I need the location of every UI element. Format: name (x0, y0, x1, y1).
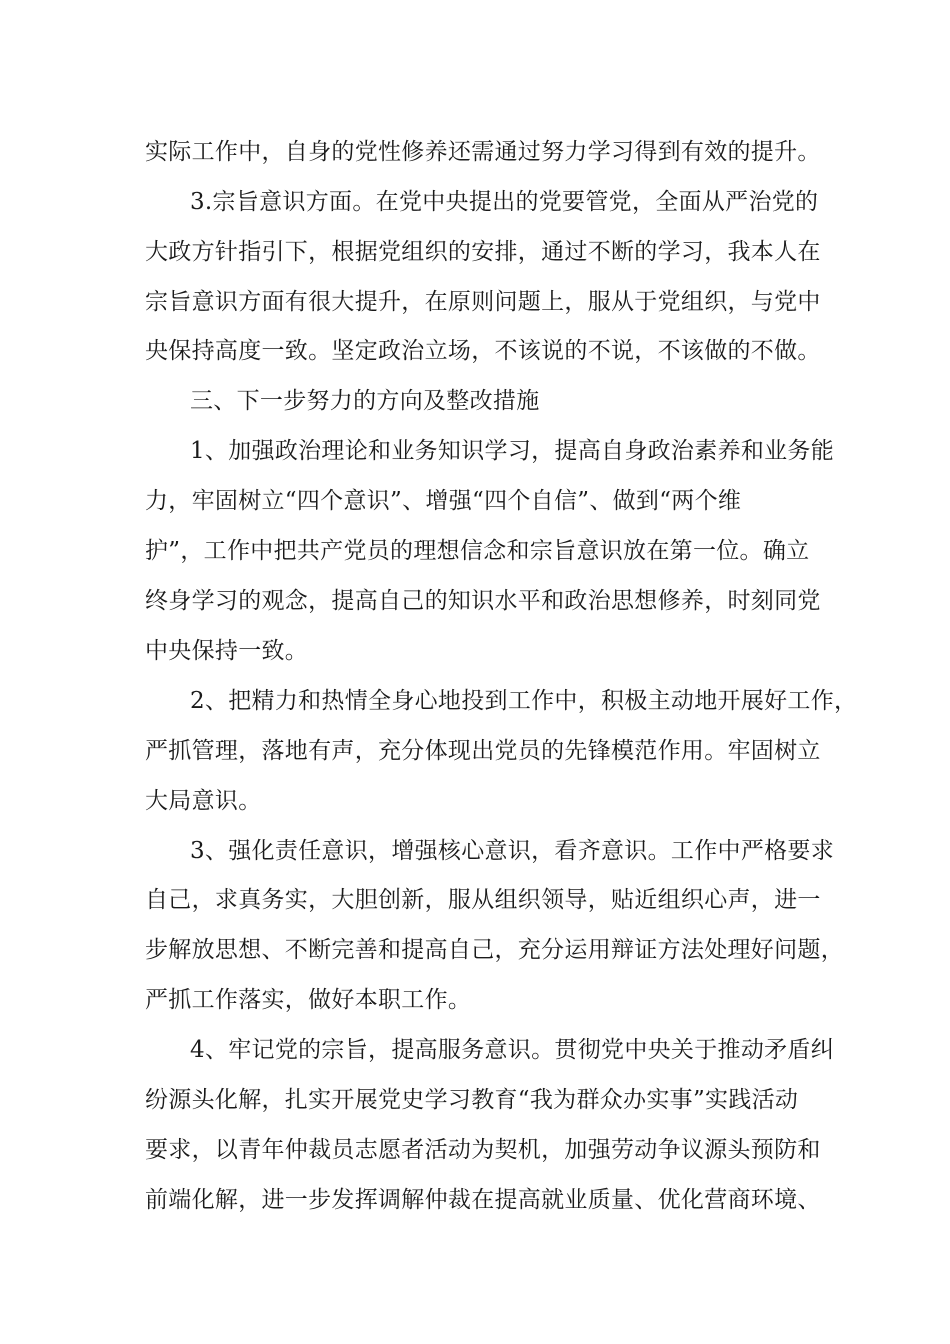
text-line: 力，牢固树立“四个意识”、增强“四个自信”、做到“两个维 (145, 488, 742, 514)
text-line: 央保持高度一致。坚定政治立场，不该说的不说，不该做的不做。 (145, 338, 821, 364)
text-line: 自己，求真务实，大胆创新，服从组织领导，贴近组织心声，进一 (145, 887, 821, 913)
text-line: 实际工作中，自身的党性修养还需通过努力学习得到有效的提升。 (145, 139, 821, 165)
text-line: 1、加强政治理论和业务知识学习，提高自身政治素养和业务能 (190, 438, 835, 464)
text-line: 严抓工作落实，做好本职工作。 (145, 987, 472, 1013)
text-line: 终身学习的观念，提高自己的知识水平和政治思想修养，时刻同党 (145, 588, 821, 614)
text-line: 3.宗旨意识方面。在党中央提出的党要管党，全面从严治党的 (190, 189, 819, 215)
text-line: 中央保持一致。 (145, 638, 309, 664)
text-line: 前端化解，进一步发挥调解仲裁在提高就业质量、优化营商环境、 (145, 1187, 821, 1213)
text-line: 大政方针指引下，根据党组织的安排，通过不断的学习，我本人在 (145, 239, 821, 265)
text-line: 宗旨意识方面有很大提升，在原则问题上，服从于党组织，与党中 (145, 289, 821, 315)
text-line: 4、牢记党的宗旨，提高服务意识。贯彻党中央关于推动矛盾纠 (190, 1037, 835, 1063)
text-line: 要求，以青年仲裁员志愿者活动为契机，加强劳动争议源头预防和 (145, 1137, 821, 1163)
text-line: 大局意识。 (145, 788, 262, 814)
text-line: 3、强化责任意识，增强核心意识，看齐意识。工作中严格要求 (190, 838, 835, 864)
section-heading: 三、下一步努力的方向及整改措施 (190, 388, 540, 414)
text-line: 纷源头化解，扎实开展党史学习教育“我为群众办实事”实践活动 (145, 1087, 799, 1113)
text-line: 步解放思想、不断完善和提高自己，充分运用辩证方法处理好问题， (145, 937, 844, 963)
text-line: 护”，工作中把共产党员的理想信念和宗旨意识放在第一位。确立 (145, 538, 810, 564)
text-line: 严抓管理，落地有声，充分体现出党员的先锋模范作用。牢固树立 (145, 738, 821, 764)
text-line: 2、把精力和热情全身心地投到工作中，积极主动地开展好工作， (190, 688, 858, 714)
